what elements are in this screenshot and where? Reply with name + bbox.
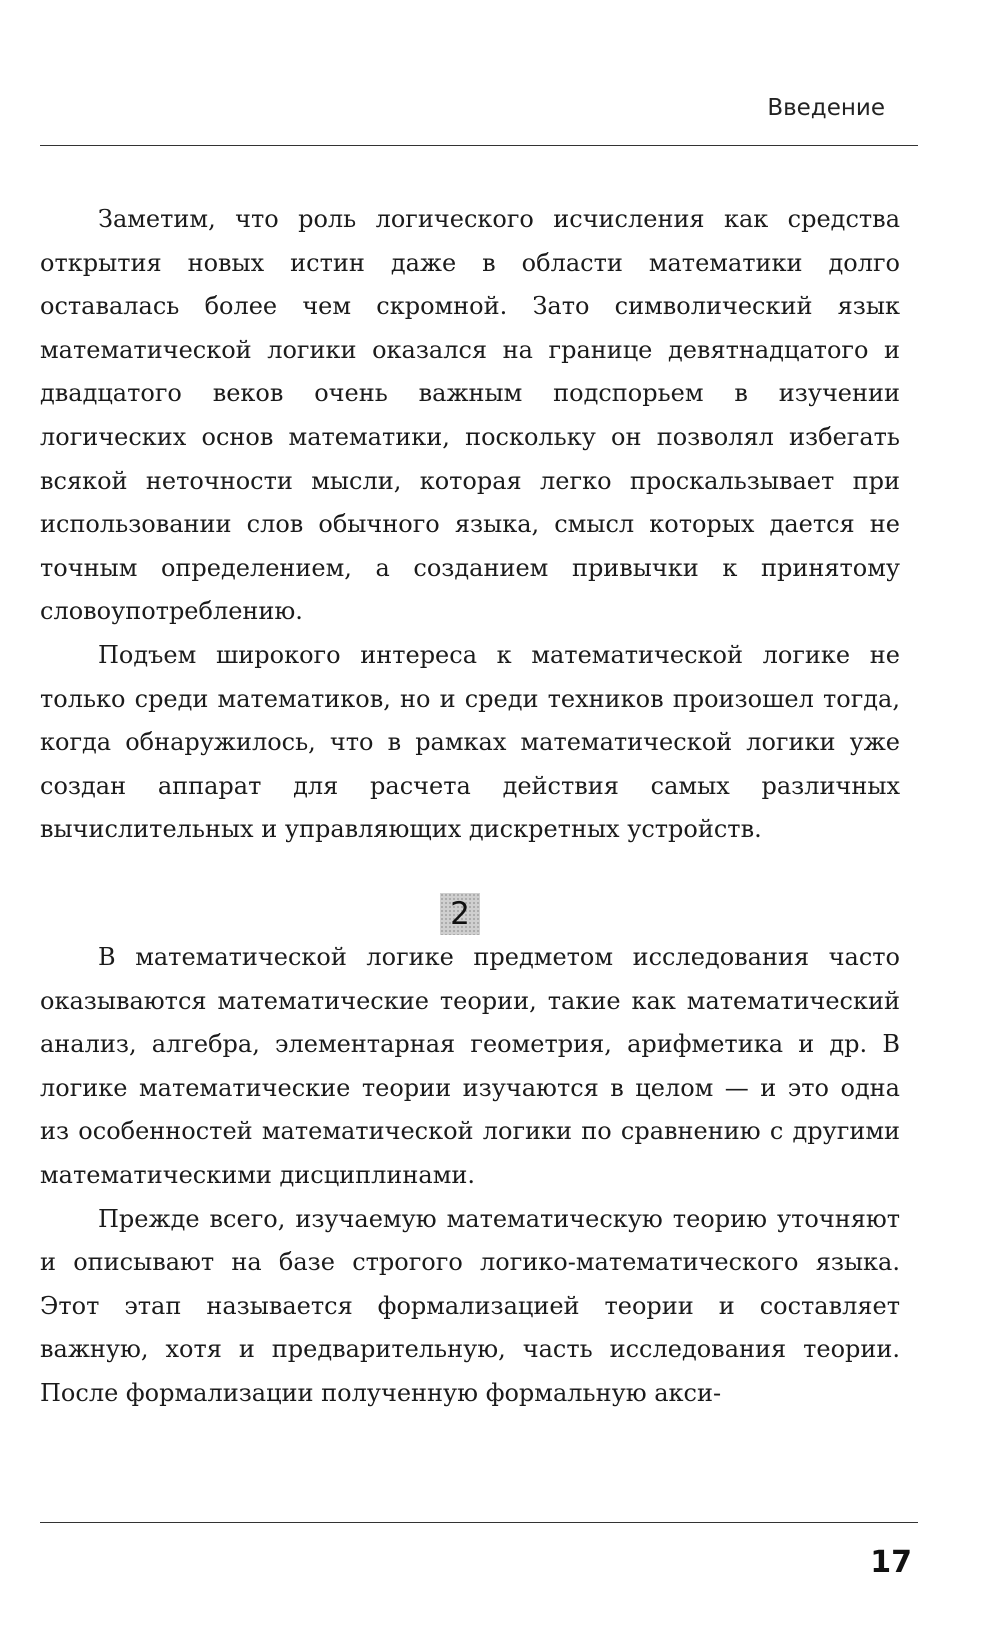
text-block-after	[40, 936, 900, 1416]
paragraph: В математической логике предметом исследования часто оказываются математические теории, такие как математический анализ, алгебра, элементарная геометрия, арифметика и др. В логике математические теории изучаются в целом — и это одна из особенностей математической логики по сравнению с другими математическими дисциплинами.	[40, 943, 900, 1189]
paragraph: Прежде всего, изучаемую математическую теорию уточняют и описывают на базе строгого логико-математического языка. Этот этап называется формализацией теории и составляет важную, хотя и предварительную, часть исследования теории. После формализации полученную формальную акси-	[40, 1204, 900, 1407]
paragraph: Заметим, что роль логического исчисления как средства открытия новых истин даже в области математики долго оставалась более чем скромной. Зато символический язык математической логики оказался на границе девятнадцатого и двадцатого веков очень важным подспорьем в изучении логических основ математики, поскольку он позволял избегать всякой неточности мысли, которая легко проскальзывает при использовании слов обычного языка, смысл которых дается не точным определением, а созданием привычки к принятому словоупотреблению.	[40, 205, 900, 626]
header-rule	[40, 145, 918, 146]
footer-rule	[40, 1522, 918, 1523]
text-block-before	[40, 198, 900, 852]
page-number: 17	[870, 1545, 912, 1580]
running-title: Введение	[767, 95, 885, 121]
section-number-marker: 2	[440, 893, 480, 935]
paragraph: Подъем широкого интереса к математической логике не только среди математиков, но и среди техников произошел тогда, когда обнаружилось, что в рамках математической логики уже создан аппарат для расчета действия самых различных вычислительных и управляющих дискретных устройств.	[40, 640, 900, 844]
